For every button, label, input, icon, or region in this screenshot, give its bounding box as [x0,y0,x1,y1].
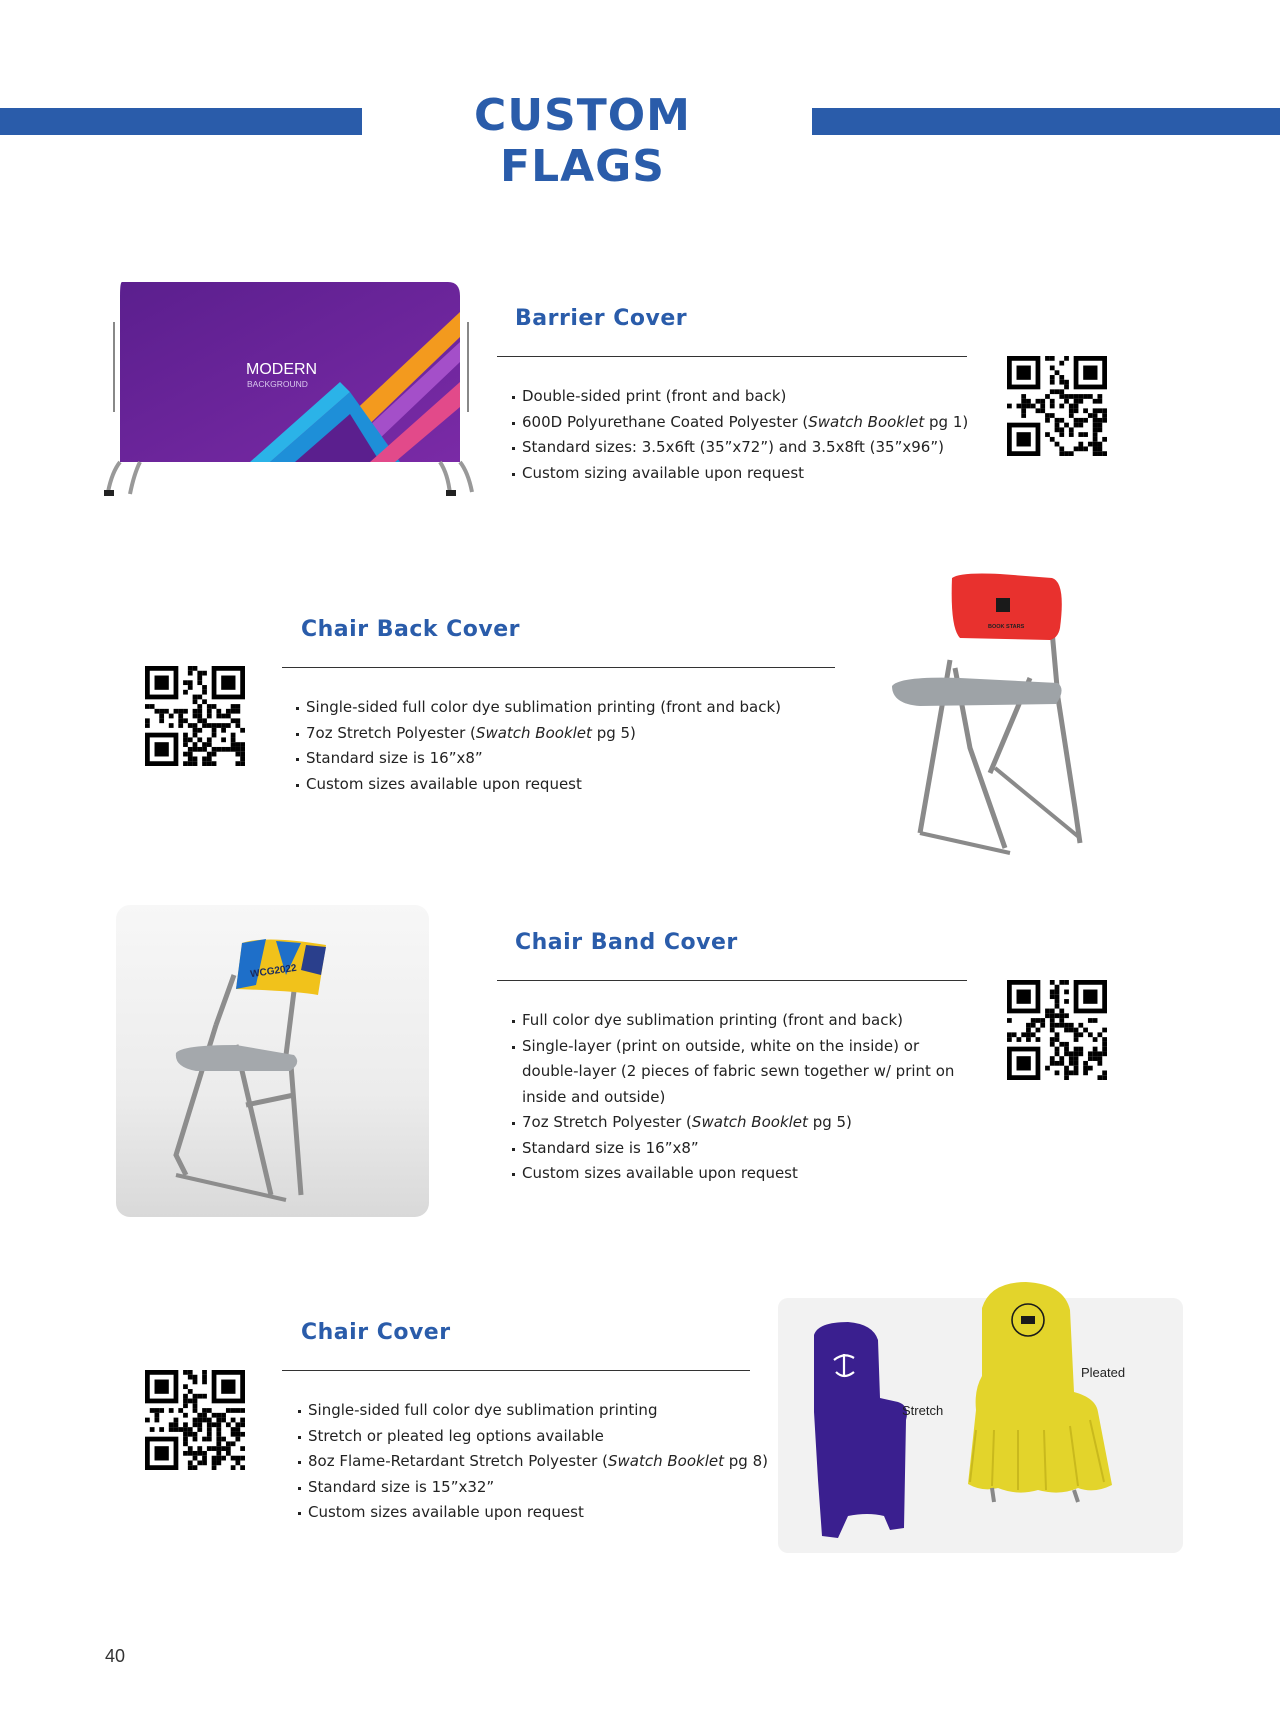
chair-band-cover-heading: Chair Band Cover [515,930,738,955]
chair-cover-divider [282,1370,750,1371]
chair-cover-image [778,1280,1183,1570]
list-item: 8oz Flame-Retardant Stretch Polyester (Swatch Booklet pg 8) [296,1449,768,1475]
barrier-cover-bullets [510,384,968,486]
list-item: Double-sided print (front and back) [510,384,968,410]
barrier-cover-image [100,282,480,504]
list-item: Custom sizes available upon request [294,772,781,798]
chair-band-cover-bullets [510,1008,954,1187]
chair-band-cover-qr-code[interactable] [1007,980,1107,1080]
barrier-brand-sub: BACKGROUND [247,379,308,389]
chair-back-cover-qr-code[interactable] [145,666,245,766]
chair-cover-qr-code[interactable] [145,1370,245,1470]
list-item: Single-sided full color dye sublimation printing [296,1398,768,1424]
chair-cover-stretch-label: Stretch [902,1403,944,1418]
chair-band-cover-divider [497,980,967,981]
list-item: Standard size is 15”x32” [296,1475,768,1501]
list-item: Standard sizes: 3.5x6ft (35”x72”) and 3.5x8ft (35”x96”) [510,435,968,461]
chair-cover-heading: Chair Cover [301,1320,451,1345]
chair-cover-pleated-label: Pleated [1081,1365,1126,1380]
list-item: Single-layer (print on outside, white on the inside) or double-layer (2 pieces of fabric sewn together w/ print on inside and outside) [510,1034,954,1111]
list-item: Standard size is 16”x8” [294,746,781,772]
chair-cover-bullets [296,1398,768,1526]
chair-back-cover-bullets [294,695,781,797]
list-item: Full color dye sublimation printing (front and back) [510,1008,954,1034]
list-item: 7oz Stretch Polyester (Swatch Booklet pg 5) [510,1110,954,1136]
page-number: 40 [105,1646,126,1666]
list-item: Custom sizes available upon request [296,1500,768,1526]
header-bar-left [0,108,362,135]
list-item: 7oz Stretch Polyester (Swatch Booklet pg 5) [294,721,781,747]
chair-band-cover-image [116,905,429,1217]
barrier-cover-divider [497,356,967,357]
list-item: Single-sided full color dye sublimation printing (front and back) [294,695,781,721]
chair-back-cover-image [880,568,1090,858]
barrier-brand-text: MODERN [246,361,318,378]
chair-band-brand-text: WCG2022 [249,962,298,981]
list-item: Custom sizing available upon request [510,461,968,487]
page-title: CUSTOM FLAGS [474,90,691,192]
barrier-cover-heading: Barrier Cover [515,306,688,331]
list-item: Standard size is 16”x8” [510,1136,954,1162]
barrier-cover-qr-code[interactable] [1007,356,1107,456]
list-item: 600D Polyurethane Coated Polyester (Swatch Booklet pg 1) [510,410,968,436]
chair-back-cover-heading: Chair Back Cover [301,617,521,642]
header-bar-right [812,108,1280,135]
chair-back-brand-text: BOOK STARS [988,624,1025,630]
list-item: Custom sizes available upon request [510,1161,954,1187]
chair-back-cover-divider [282,667,835,668]
list-item: Stretch or pleated leg options available [296,1424,768,1450]
